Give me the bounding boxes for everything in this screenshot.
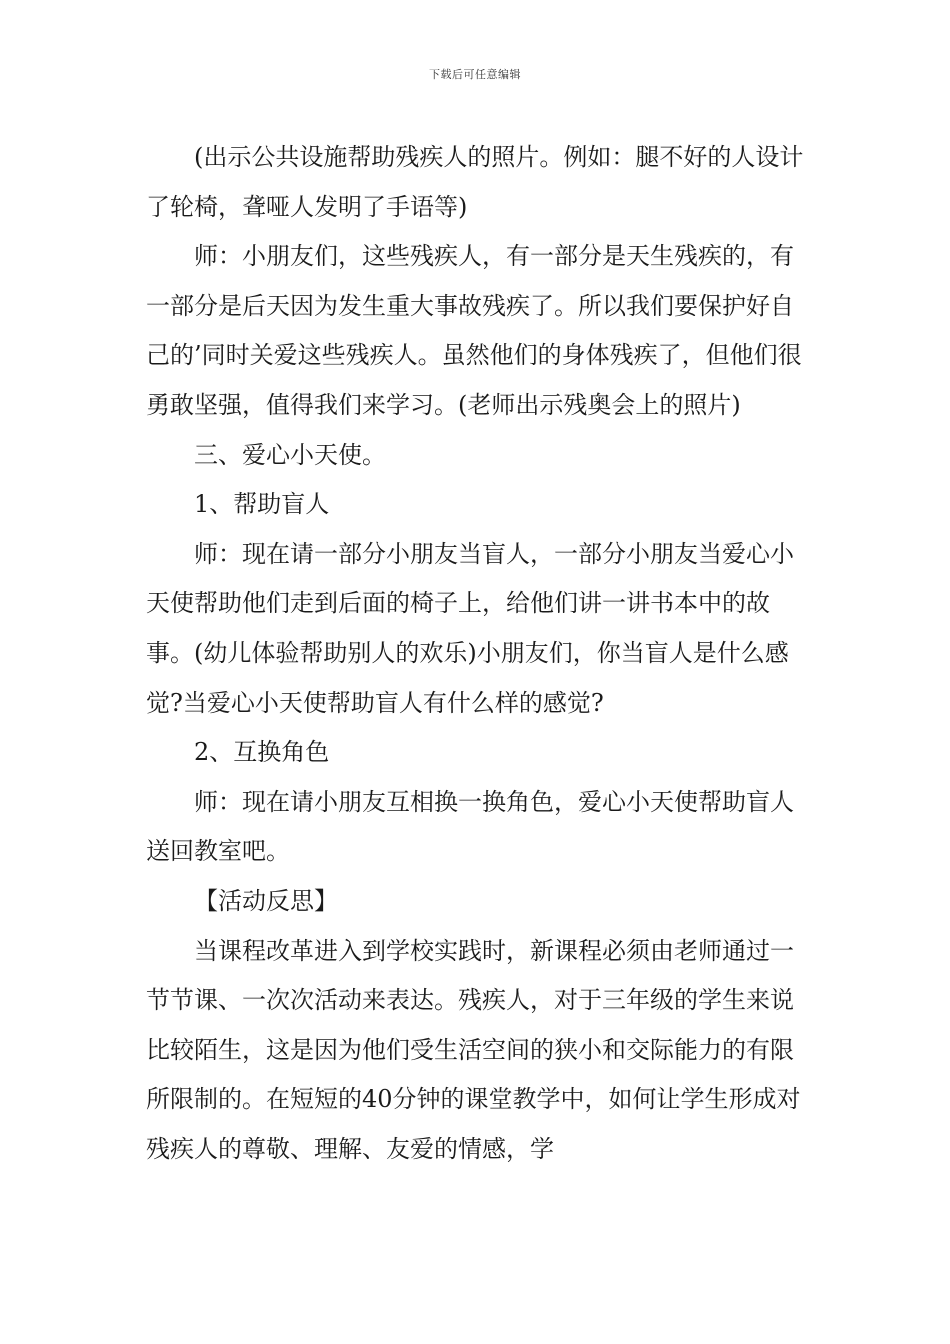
paragraph-public-facilities: (出示公共设施帮助残疾人的照片。例如：腿不好的人设计了轮椅，聋哑人发明了手语等) xyxy=(146,143,804,221)
paragraph-teacher-blind-activity: 师：现在请一部分小朋友当盲人，一部分小朋友当爱心小天使帮助他们走到后面的椅子上，给他们讲一讲书本中的故事。(幼儿体验帮助别人的欢乐)小朋友们，你当盲人是什么感觉?当爱心小天使帮助盲人有什么样的感觉? xyxy=(146,539,794,717)
page-header: 下载后可任意编辑 xyxy=(429,68,521,81)
subheading-swap-roles: 2、互换角色 xyxy=(194,738,330,767)
paragraph-teacher-disabled-people: 师：小朋友们，这些残疾人，有一部分是天生残疾的，有一部分是后天因为发生重大事故残疾了。所以我们要保护好自己的’同时关爱这些残疾人。虽然他们的身体残疾了，但他们很勇敢坚强，值得我们来学习。(老师出示残奥会上的照片) xyxy=(146,242,802,419)
paragraph-reflection: 当课程改革进入到学校实践时，新课程必须由老师通过一节节课、一次次活动来表达。残疾人，对于三年级的学生来说比较陌生，这是因为他们受生活空间的狭小和交际能力的有限所限制的。在短短的40分钟的课堂教学中，如何让学生形成对残疾人的尊敬、理解、友爱的情感，学 xyxy=(146,936,801,1163)
subheading-help-blind: 1、帮助盲人 xyxy=(194,490,330,519)
document-body xyxy=(146,133,814,1174)
paragraph-teacher-swap-roles: 师：现在请小朋友互相换一换角色，爱心小天使帮助盲人送回教室吧。 xyxy=(146,787,794,866)
section-heading-love-angel: 三、爱心小天使。 xyxy=(194,440,386,469)
section-heading-reflection: 【活动反思】 xyxy=(194,886,338,915)
